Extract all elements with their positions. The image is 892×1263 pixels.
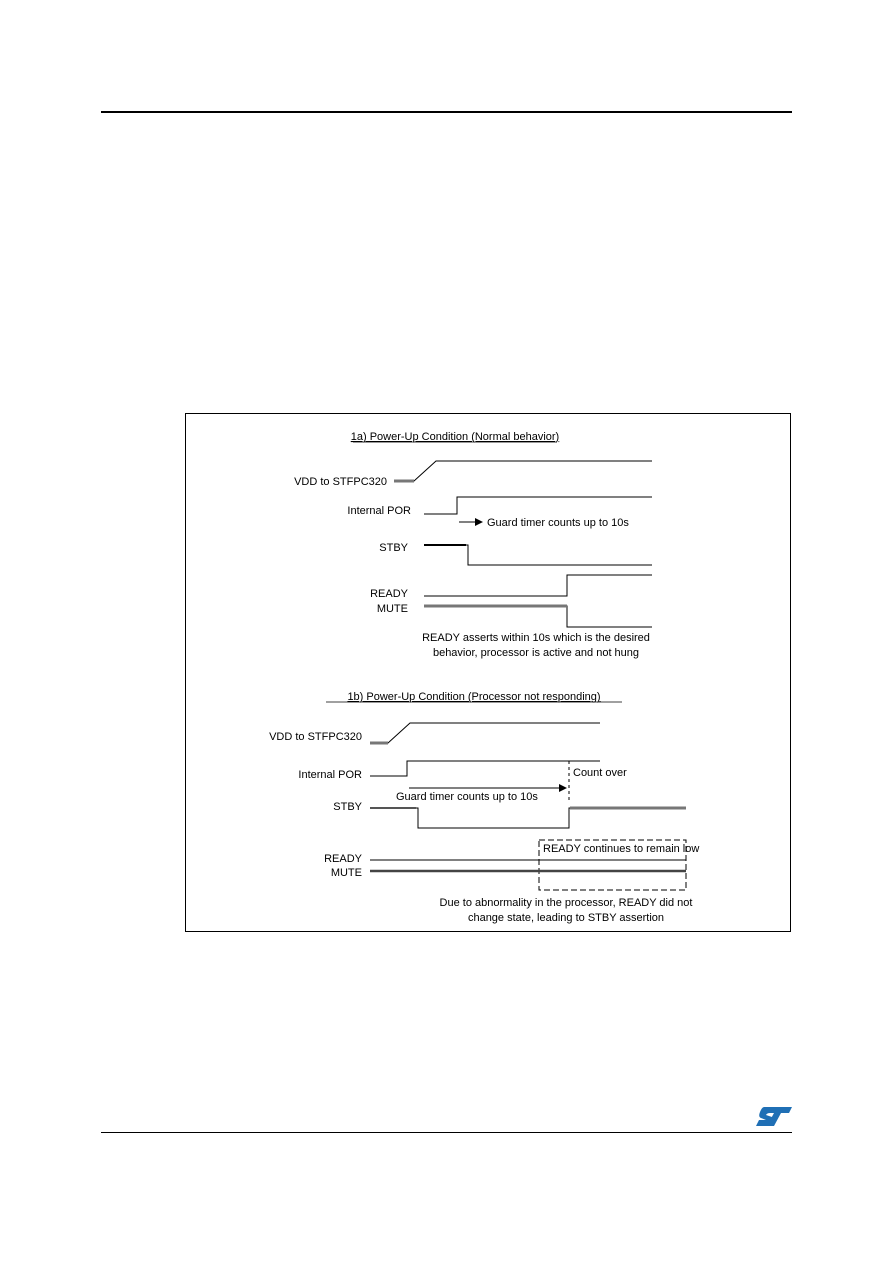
section-a-por-waveform [424, 497, 652, 514]
section-b-mute-label: MUTE [330, 867, 362, 879]
section-b-caption-line1: Due to abnormality in the processor, READY did not [439, 897, 693, 909]
footer-rule [101, 1132, 792, 1133]
section-a-caption-line2: behavior, processor is active and not hung [432, 647, 640, 659]
section-a-ready-label: READY [370, 588, 408, 600]
st-logo-icon [755, 1105, 793, 1127]
section-b-por-waveform [370, 761, 600, 776]
section-b-ready-note: READY continues to remain low [543, 843, 700, 855]
section-a-mute-waveform [424, 606, 652, 627]
section-a-timer-note: Guard timer counts up to 10s [487, 517, 629, 529]
section-b-title: 1b) Power-Up Condition (Processor not responding) [347, 691, 601, 703]
section-b-stby-label: STBY [333, 801, 362, 813]
section-b-stby-waveform [370, 808, 686, 828]
section-b-por-label: Internal POR [298, 769, 362, 781]
section-a-vdd-label: VDD to STFPC320 [294, 476, 387, 488]
section-b-ready-label: READY [324, 853, 362, 865]
section-b-vdd-label: VDD to STFPC320 [269, 731, 362, 743]
section-a-por-label: Internal POR [347, 505, 411, 517]
section-b-vdd-waveform [370, 723, 600, 743]
section-a-stby-label: STBY [379, 542, 408, 554]
section-a-vdd-waveform [394, 461, 652, 481]
section-b-timer-note: Guard timer counts up to 10s [396, 791, 538, 803]
section-a-ready-waveform [424, 575, 652, 596]
section-b-caption-line2: change state, leading to STBY assertion [467, 912, 665, 924]
section-b-count-over-label: Count over [573, 767, 627, 779]
section-a-mute-label: MUTE [376, 603, 408, 615]
section-a-caption-line1: READY asserts within 10s which is the desired [422, 632, 650, 644]
section-a-stby-waveform [424, 545, 652, 565]
section-a-title: 1a) Power-Up Condition (Normal behavior) [350, 431, 560, 443]
